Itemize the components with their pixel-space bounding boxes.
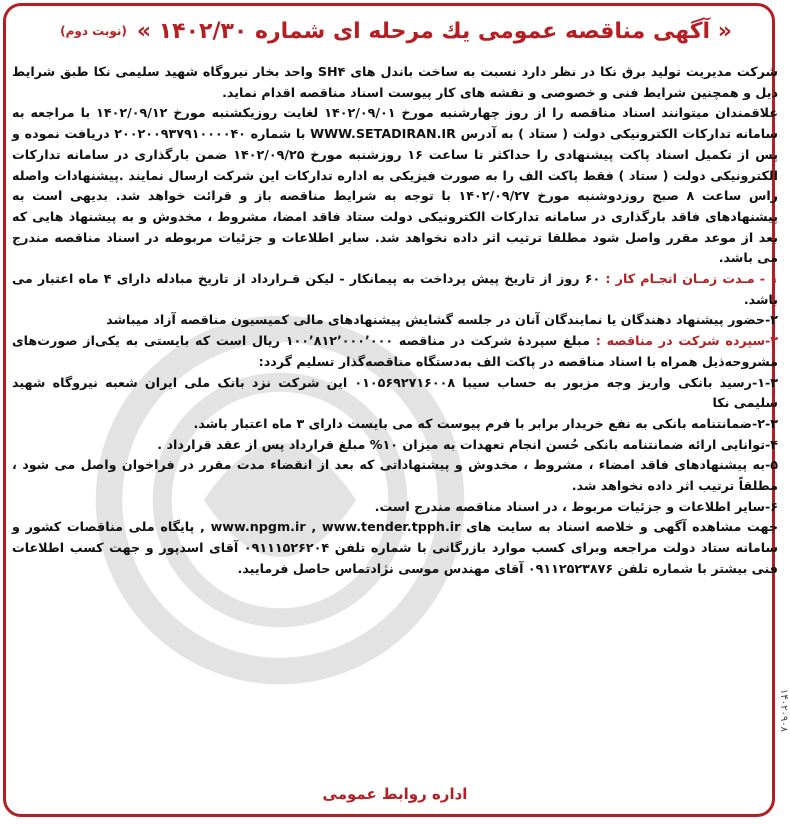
item-text: ۶-سایر اطلاعات و جزئیات مربوط ، در اسناد مناقصه مندرج است.: [374, 498, 778, 514]
item-duration: [12, 269, 778, 310]
item-text: ۶۰ روز از تاریخ پیش پرداخت به پیمانکار - لیکن قـرارداد از تاریخ مبادله دارای ۴ ماه اعتبار می باشد.: [12, 271, 778, 307]
item-text: مبلغ سپردهٔ شرکت در مناقصه ۱۰۰٬۸۱۲٬۰۰۰٬۰۰۰ ریال است که بایستی به یکی‌از صورت‌های مشروحه‌ذیل همراه با اسناد مناقصه در پاکت الف به‌دستگاه مناقصه‌گذار تسلیم گردد:: [12, 333, 778, 369]
notice-title: [12, 8, 780, 54]
item-attendance: [12, 310, 778, 331]
title-main: « آگهی مناقصه عمومی یك مرحله ای شماره ۱۴۰۲/۳۰ »: [136, 18, 732, 44]
item-text: ۵-به پیشنهادهای فاقد امضاء ، مشروط ، مخدوش و پیشنهاداتی که بعد از انقضاء مدت مقرر در فراخوان واصل می شود ، مطلقاً ترتیب اثر داده نخواهد شد.: [12, 457, 778, 494]
item-invalid-bids: [12, 455, 778, 496]
item-deposit-receipt: [12, 373, 778, 414]
item-text: ۲-۳-ضمانتنامه بانکی به نفع خریدار برابر با فرم پیوست که می بایست دارای ۳ ماه اعتبار باشد.: [193, 415, 778, 431]
item-text: ۱-۳-رسید بانکی واریز وجه مزبور به حساب سیبا ۰۱۰۵۶۹۲۷۱۶۰۰۸ این شرکت نزد بانک ملی ایران شعبه نیروگاه شهید سلیمی نکا: [12, 374, 778, 411]
item-performance-guarantee: [12, 435, 778, 456]
item-text: ۴-توانایی ارائه ضمانتنامه بانکی حُسن انجام تعهدات به میزان ۱۰% مبلغ قرارداد پس از عقد قرارداد .: [157, 436, 778, 452]
footer-signature: اداره روابط عمومی: [322, 785, 468, 803]
paragraph-documents: علاقمندان میتوانند اسناد مناقصه را از روز چهارشنبه مورخ ۱۴۰۲/۰۹/۰۱ لغایت روزیکشنبه مورخ ۱۴۰۲/۰۹/۱۲ با مراجعه به سامانه تدارکات الکترونیکی دولت ( ستاد ) به آدرس WWW.SETADIRAN.IR با شماره ۲۰۰۲۰۰۹۳۷۹۱۰۰۰۰۴۰ دریافت نموده و پس از تکمیل اسناد پاکت پیشنهادی را حداکثر تا ساعت ۱۶ روزشنبه مورخ ۱۴۰۲/۰۹/۲۵ ضمن بارگذاری در سامانه تدارکات الکترونیکی دولت ( ستاد ) فقط پاکت الف را به صورت فیزیکی به اداره تدارکات این شرکت ارسال نمایند .پیشنهادات واصله راس ساعت ۸ صبح روزدوشنبه مورخ ۱۴۰۲/۰۹/۲۷ با توجه به شرایط مناقصه باز و قرائت خواهد شد. بدیهی است به پیشنهادهای فاقد بارگذاری در سامانه تدارکات الکترونیکی دولت ستاد فاقد امضا، مشروط ، مخدوش و به پیشنهاد هایی که بعد از موعد مقرر واصل شود مطلقا ترتیب اثر داده نخواهد شد. سایر اطلاعات و جزئیات مربوطه در اسناد مناقصه مندرج می باشد.: [12, 105, 778, 266]
item-text: ۲-حضور پیشنهاد دهندگان یا نمایندگان آنان در جلسه گشایش پیشنهادهای مالی کمیسیون مناقصه آزاد میباشد: [106, 312, 778, 328]
notice-body: [12, 62, 778, 580]
item-label: ۳-سپرده شرکت در مناقصه :: [595, 333, 778, 349]
paragraph-intro: شرکت مدیریت تولید برق نکا در نظر دارد نسبت به ساخت باندل های SH۴ واحد بخار نیروگاه شهید سلیمی نکا طبق شرایط ذیل و همچنین شرایط فنی و خصوصی و نقشه های کار پیوست اسناد مناقصه اقدام نماید.: [12, 64, 779, 100]
title-turn: (نوبت دوم): [60, 24, 127, 38]
side-code: ۱۴۰۲۰۹۰۸: [778, 688, 789, 732]
paragraph-contact: جهت مشاهده آگهی و خلاصه اسناد به سایت های www.npgm.ir , www.tender.tpph.ir , پایگاه ملی مناقصات کشور و سامانه ستاد دولت مراجعه وبرای کسب موارد بازرگانی با شماره تلفن ۰۹۱۱۱۵۲۶۲۰۴ آقای اسدپور و جهت کسب اطلاعات فنی بیشتر با شماره تلفن ۰۹۱۱۲۵۲۳۸۷۶ آقای مهندس موسی نژادتماس حاصل فرمایید.: [12, 519, 778, 576]
item-other-info: [12, 497, 778, 518]
item-label: ۱ - مـدت زمـان انجـام کار :: [605, 271, 778, 287]
item-deposit: [12, 331, 778, 372]
item-deposit-guarantee: [12, 414, 778, 435]
